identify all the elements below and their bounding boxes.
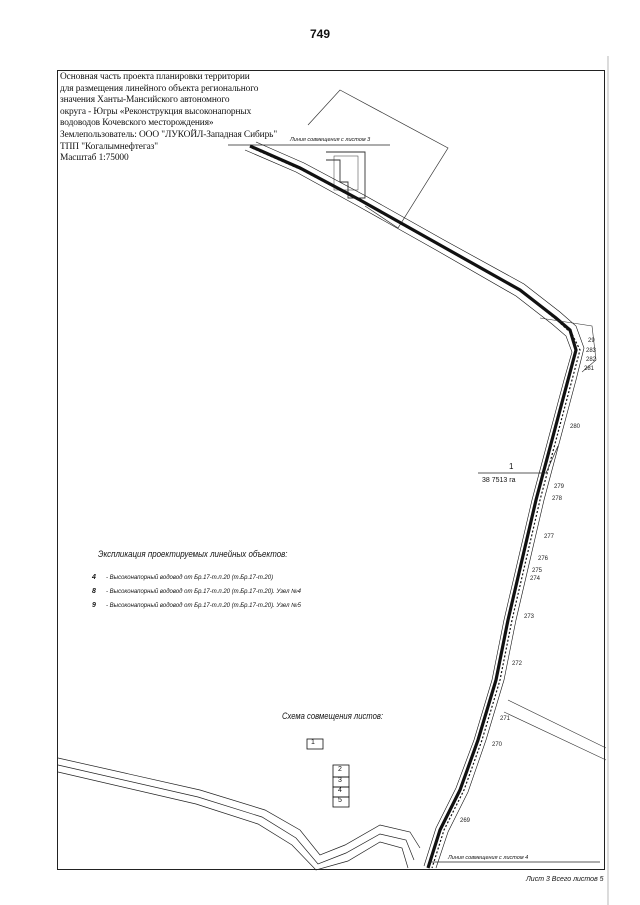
area-number: 1 (509, 462, 514, 471)
stake-label: 280 (570, 424, 581, 430)
road-line (508, 700, 606, 748)
stake-label: 270 (492, 742, 503, 748)
pipeline-corridor (245, 142, 584, 868)
top-match-line-label: Линия совмещения с листом 3 (290, 137, 371, 143)
stake-label: 279 (554, 484, 565, 490)
stake-label: 269 (460, 818, 471, 824)
legend (92, 549, 313, 616)
stake-label: 277 (544, 534, 555, 540)
scheme-sheet-label: 4 (338, 787, 342, 794)
stake-label: 281 (584, 366, 595, 372)
title-line: Основная часть проекта планировки территории (60, 72, 250, 82)
legend-item-number: 8 (92, 588, 96, 595)
tpp-line: ТПП "Когалымнефтегаз" (60, 141, 158, 152)
scheme-sheet-label: 1 (311, 739, 315, 746)
land-user-line: Землепользователь: ООО "ЛУКОЙЛ-Западная Сибирь" (60, 129, 278, 140)
title-line: для размещения линейного объекта регионального (60, 83, 259, 94)
legend-item-text: - Высоконапорный водовод от Бр.17-т.п.20 (т.Бр.17-т.20) (106, 575, 274, 581)
legend-item (92, 602, 313, 609)
scale-line: Масштаб 1:75000 (60, 153, 129, 164)
legend-item-number: 4 (92, 574, 96, 581)
scheme-sheet-label: 5 (338, 797, 342, 804)
legend-item-text: - Высоконапорный водовод от Бр.17-т.п.20 (т.Бр.17-т.20). Узел №5 (106, 603, 301, 609)
scheme-sheet-label: 2 (338, 766, 342, 773)
stake-label: 273 (524, 614, 535, 620)
scheme-sheet-1 (307, 739, 323, 749)
corner-parcel (540, 318, 596, 372)
stake-label: 272 (512, 661, 523, 667)
legend-title: Экспликация проектируемых линейных объектов: (98, 549, 288, 559)
scheme-title: Схема совмещения листов: (282, 711, 383, 721)
bottom-road (58, 758, 420, 870)
legend-item-text: - Высоконапорный водовод от Бр.17-т.п.20 (т.Бр.17-т.20). Узел №4 (106, 589, 301, 595)
road-line (504, 712, 606, 760)
stake-label: 275 (532, 568, 543, 574)
scheme-sheet-label: 3 (338, 777, 342, 784)
pad-inner (334, 156, 358, 190)
stake-label: 283 (586, 348, 597, 354)
stake-label: 278 (552, 496, 563, 502)
stake-label: 276 (538, 556, 549, 562)
stake-label: 282 (586, 357, 597, 363)
site-boundary (308, 90, 448, 228)
area-value: 38 7513 га (482, 477, 516, 484)
legend-item-number: 9 (92, 602, 96, 609)
title-line: значения Ханты-Мансийского автономного (60, 95, 230, 106)
title-line: водоводов Кочевского месторождения» (60, 118, 214, 129)
page-number: 749 (309, 27, 331, 41)
stake-label: 29 (588, 338, 595, 344)
sheet-footer: Лист 3 Всего листов 5 (526, 876, 604, 883)
stake-label: 274 (530, 576, 541, 582)
legend-item (92, 588, 313, 595)
title-line: округа - Югры «Реконструкция высоконапорных (60, 106, 252, 117)
stake-label: 271 (500, 716, 511, 722)
bottom-match-line-label: Линия совмещения с листом 4 (448, 855, 529, 861)
legend-item (92, 574, 313, 581)
